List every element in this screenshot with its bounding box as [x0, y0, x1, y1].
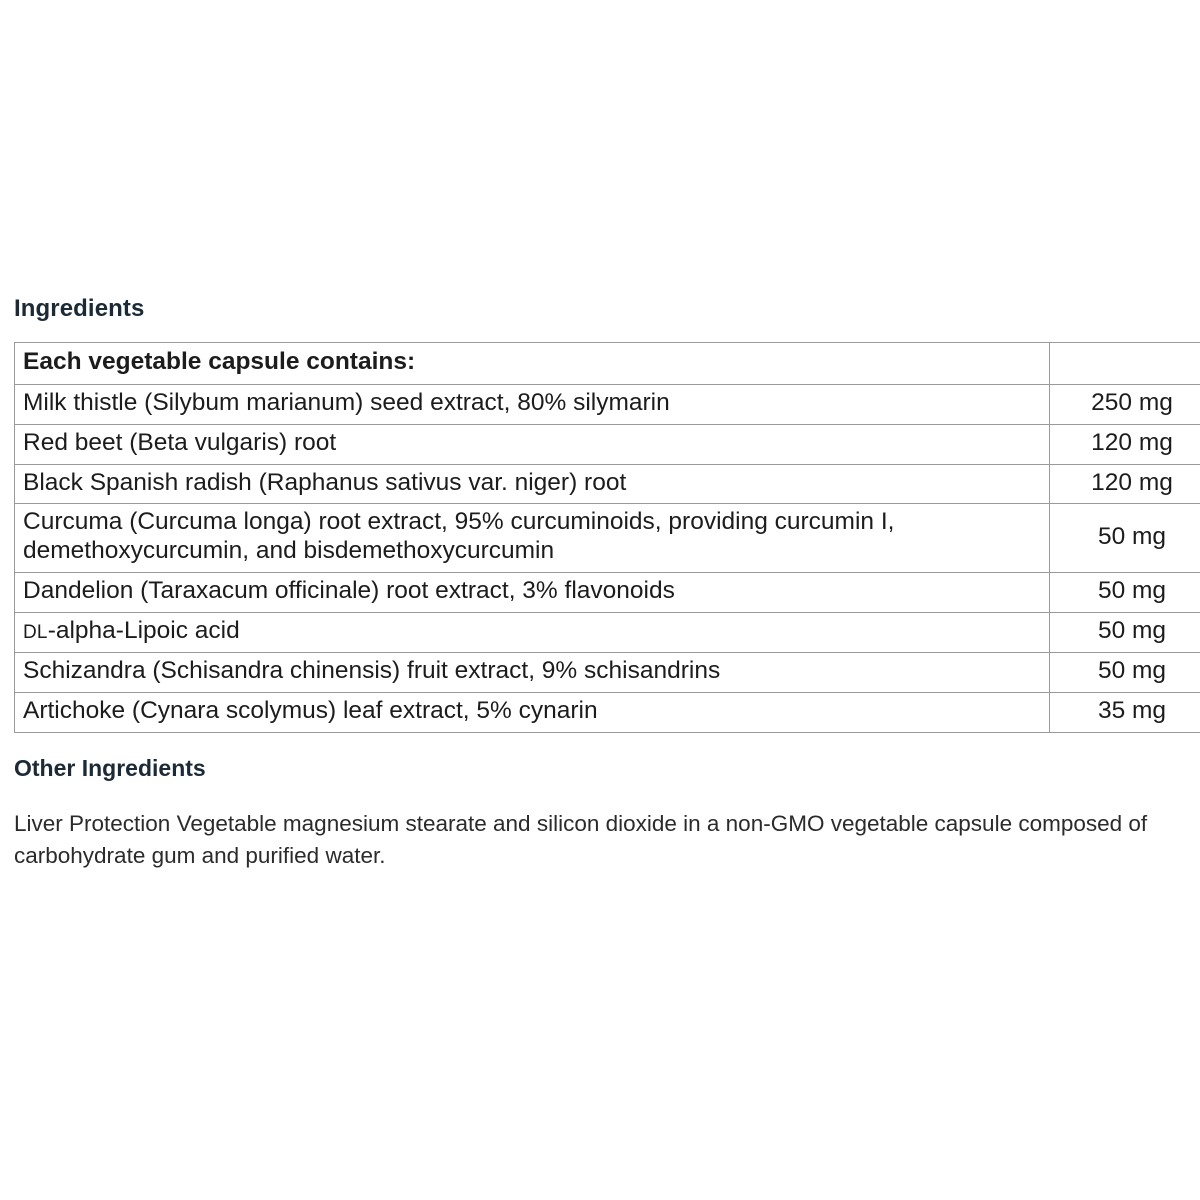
table-row: [15, 573, 1200, 613]
ingredient-amount: 120 mg: [1050, 424, 1200, 464]
ingredient-amount: 120 mg: [1050, 464, 1200, 504]
table-row: [15, 653, 1200, 693]
ingredient-name: Black Spanish radish (Raphanus sativus var. niger) root: [15, 464, 1050, 504]
table-header-row: [15, 342, 1200, 384]
table-header-label: Each vegetable capsule contains:: [15, 342, 1050, 384]
other-ingredients-text: Liver Protection Vegetable magnesium stearate and silicon dioxide in a non-GMO vegetable capsule composed of carbohydrate gum and purified water.: [14, 811, 1148, 869]
ingredient-amount: 250 mg: [1050, 384, 1200, 424]
ingredient-amount: 35 mg: [1050, 692, 1200, 732]
ingredient-amount: 50 mg: [1050, 613, 1200, 653]
ingredient-amount: 50 mg: [1050, 573, 1200, 613]
table-header-amount: [1050, 342, 1200, 384]
page-title: Ingredients: [14, 295, 145, 322]
other-ingredients-title: Other Ingredients: [14, 754, 206, 781]
ingredient-name: Artichoke (Cynara scolymus) leaf extract, 5% cynarin: [15, 692, 1050, 732]
content-area: [14, 295, 1186, 872]
ingredient-name: Milk thistle (Silybum marianum) seed extract, 80% silymarin: [15, 384, 1050, 424]
ingredient-amount: 50 mg: [1050, 653, 1200, 693]
ingredient-name-prefix: DL: [23, 622, 48, 644]
table-row: [15, 692, 1200, 732]
ingredient-name: Curcuma (Curcuma longa) root extract, 95% curcuminoids, providing curcumin I, demethoxycurcumin, and bisdemethoxycurcumin: [15, 504, 1050, 573]
table-row: [15, 613, 1200, 653]
ingredient-amount: 50 mg: [1050, 504, 1200, 573]
table-row: [15, 464, 1200, 504]
ingredient-name-composite: [15, 613, 1050, 653]
ingredient-name: Dandelion (Taraxacum officinale) root extract, 3% flavonoids: [15, 573, 1050, 613]
table-row: [15, 504, 1200, 573]
table-row: [15, 384, 1200, 424]
ingredients-table: [14, 342, 1200, 733]
ingredient-name: Red beet (Beta vulgaris) root: [15, 424, 1050, 464]
ingredient-name: Schizandra (Schisandra chinensis) fruit extract, 9% schisandrins: [15, 653, 1050, 693]
table-row: [15, 424, 1200, 464]
ingredient-name: -alpha-Lipoic acid: [47, 617, 240, 645]
